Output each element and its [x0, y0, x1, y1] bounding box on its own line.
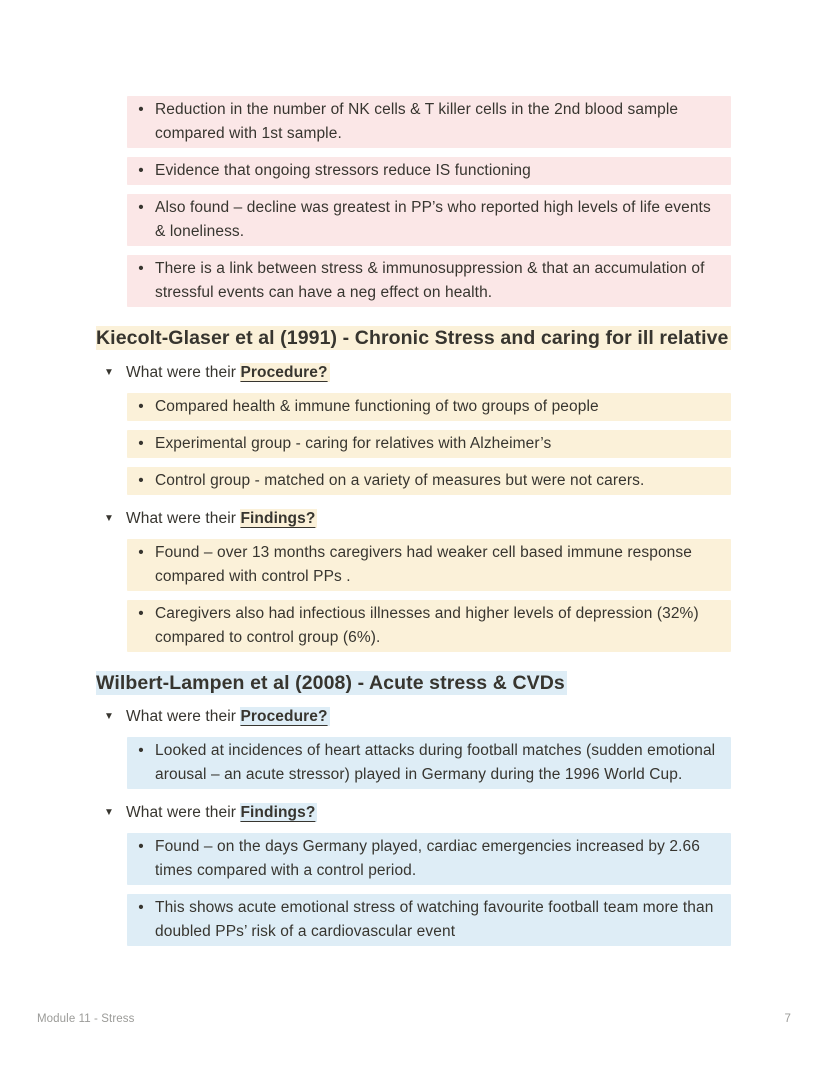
toggle-procedure[interactable]	[96, 702, 732, 732]
bullet-list-item[interactable]	[127, 430, 731, 458]
bullet-marker: •	[138, 101, 144, 118]
bullet-list-item[interactable]	[127, 96, 731, 148]
toggle-procedure[interactable]	[96, 358, 732, 388]
heading-highlight: Wilbert-Lampen et al (2008) - Acute stress & CVDs	[96, 671, 565, 694]
bullet-text[interactable]: Reduction in the number of NK cells & T killer cells in the 2nd blood sample compared with 1st sample.	[155, 101, 679, 142]
bullet-marker: •	[138, 397, 144, 415]
toggle-prefix: What were their	[126, 363, 241, 381]
bullet-text[interactable]: Experimental group - caring for relatives with Alzheimer’s	[155, 434, 552, 452]
bullet-text[interactable]: Control group - matched on a variety of measures but were not carers.	[155, 471, 645, 489]
toggle-text	[126, 705, 330, 729]
toggle-text	[126, 361, 330, 385]
toggle-label: Findings?	[240, 509, 316, 527]
toggle-label: Procedure?	[240, 363, 328, 381]
bullet-marker: •	[138, 199, 144, 216]
findings-bullet-list	[127, 539, 732, 652]
toggle-prefix: What were their	[126, 708, 241, 725]
footer-document-title: Module 11 - Stress	[37, 1013, 135, 1025]
bullet-marker: •	[138, 260, 144, 277]
footer-page-number: 7	[784, 1013, 791, 1025]
bullet-text[interactable]: Found – over 13 months caregivers had weaker cell based immune response compared with control PPs .	[155, 543, 692, 585]
toggle-prefix: What were their	[126, 509, 241, 527]
triangle-down-icon[interactable]: ▼	[104, 807, 114, 818]
bullet-marker: •	[138, 434, 144, 452]
bullet-list-item[interactable]	[127, 894, 731, 946]
findings-bullet-list	[127, 833, 732, 946]
bullet-marker: •	[138, 899, 144, 916]
triangle-down-icon[interactable]: ▼	[104, 366, 114, 378]
toggle-prefix: What were their	[126, 804, 241, 821]
bullet-list-item[interactable]	[127, 833, 731, 885]
bullet-list-item[interactable]	[127, 539, 731, 591]
bullet-marker: •	[138, 838, 144, 855]
triangle-down-icon[interactable]: ▼	[104, 711, 114, 722]
bullet-list-item[interactable]	[127, 157, 731, 185]
section-heading-wilbert-lampen[interactable]	[96, 671, 732, 697]
bullet-text[interactable]: Looked at incidences of heart attacks during football matches (sudden emotional arousal – an acute stressor) played in Germany during the 1996 World Cup.	[155, 742, 716, 783]
toggle-text	[126, 801, 317, 825]
toggle-text	[126, 507, 317, 531]
toggle-label: Procedure?	[240, 708, 328, 725]
bullet-marker: •	[138, 162, 144, 179]
heading-highlight: Kiecolt-Glaser et al (1991) - Chronic Stress and caring for ill relative	[96, 327, 729, 349]
bullet-list-item[interactable]	[127, 600, 731, 652]
triangle-down-icon[interactable]: ▼	[104, 512, 114, 524]
bullet-list-item[interactable]	[127, 393, 731, 421]
bullet-text[interactable]: Evidence that ongoing stressors reduce IS functioning	[155, 162, 531, 179]
bullet-marker: •	[138, 604, 144, 622]
toggle-findings[interactable]	[96, 798, 732, 828]
intro-bullet-list	[127, 96, 732, 307]
toggle-findings[interactable]	[96, 504, 732, 534]
bullet-text[interactable]: Caregivers also had infectious illnesses and higher levels of depression (32%) compared to control group (6%).	[155, 604, 699, 646]
bullet-marker: •	[138, 742, 144, 759]
bullet-text[interactable]: This shows acute emotional stress of watching favourite football team more than doubled PPs’ risk of a cardiovascular event	[155, 899, 714, 940]
bullet-text[interactable]: There is a link between stress & immunosuppression & that an accumulation of stressful events can have a neg effect on health.	[155, 260, 705, 301]
bullet-marker: •	[138, 543, 144, 561]
section-heading-kiecolt-glaser[interactable]	[96, 326, 732, 352]
procedure-bullet-list	[127, 393, 732, 495]
page-content	[96, 96, 732, 955]
bullet-list-item[interactable]	[127, 194, 731, 246]
procedure-bullet-list	[127, 737, 732, 789]
bullet-marker: •	[138, 471, 144, 489]
toggle-label: Findings?	[240, 804, 316, 821]
bullet-text[interactable]: Also found – decline was greatest in PP’s who reported high levels of life events & loneliness.	[155, 199, 711, 240]
bullet-list-item[interactable]	[127, 255, 731, 307]
bullet-list-item[interactable]	[127, 467, 731, 495]
bullet-text[interactable]: Found – on the days Germany played, cardiac emergencies increased by 2.66 times compared with a control period.	[155, 838, 700, 879]
page-footer	[37, 1013, 791, 1025]
bullet-text[interactable]: Compared health & immune functioning of two groups of people	[155, 397, 599, 415]
bullet-list-item[interactable]	[127, 737, 731, 789]
